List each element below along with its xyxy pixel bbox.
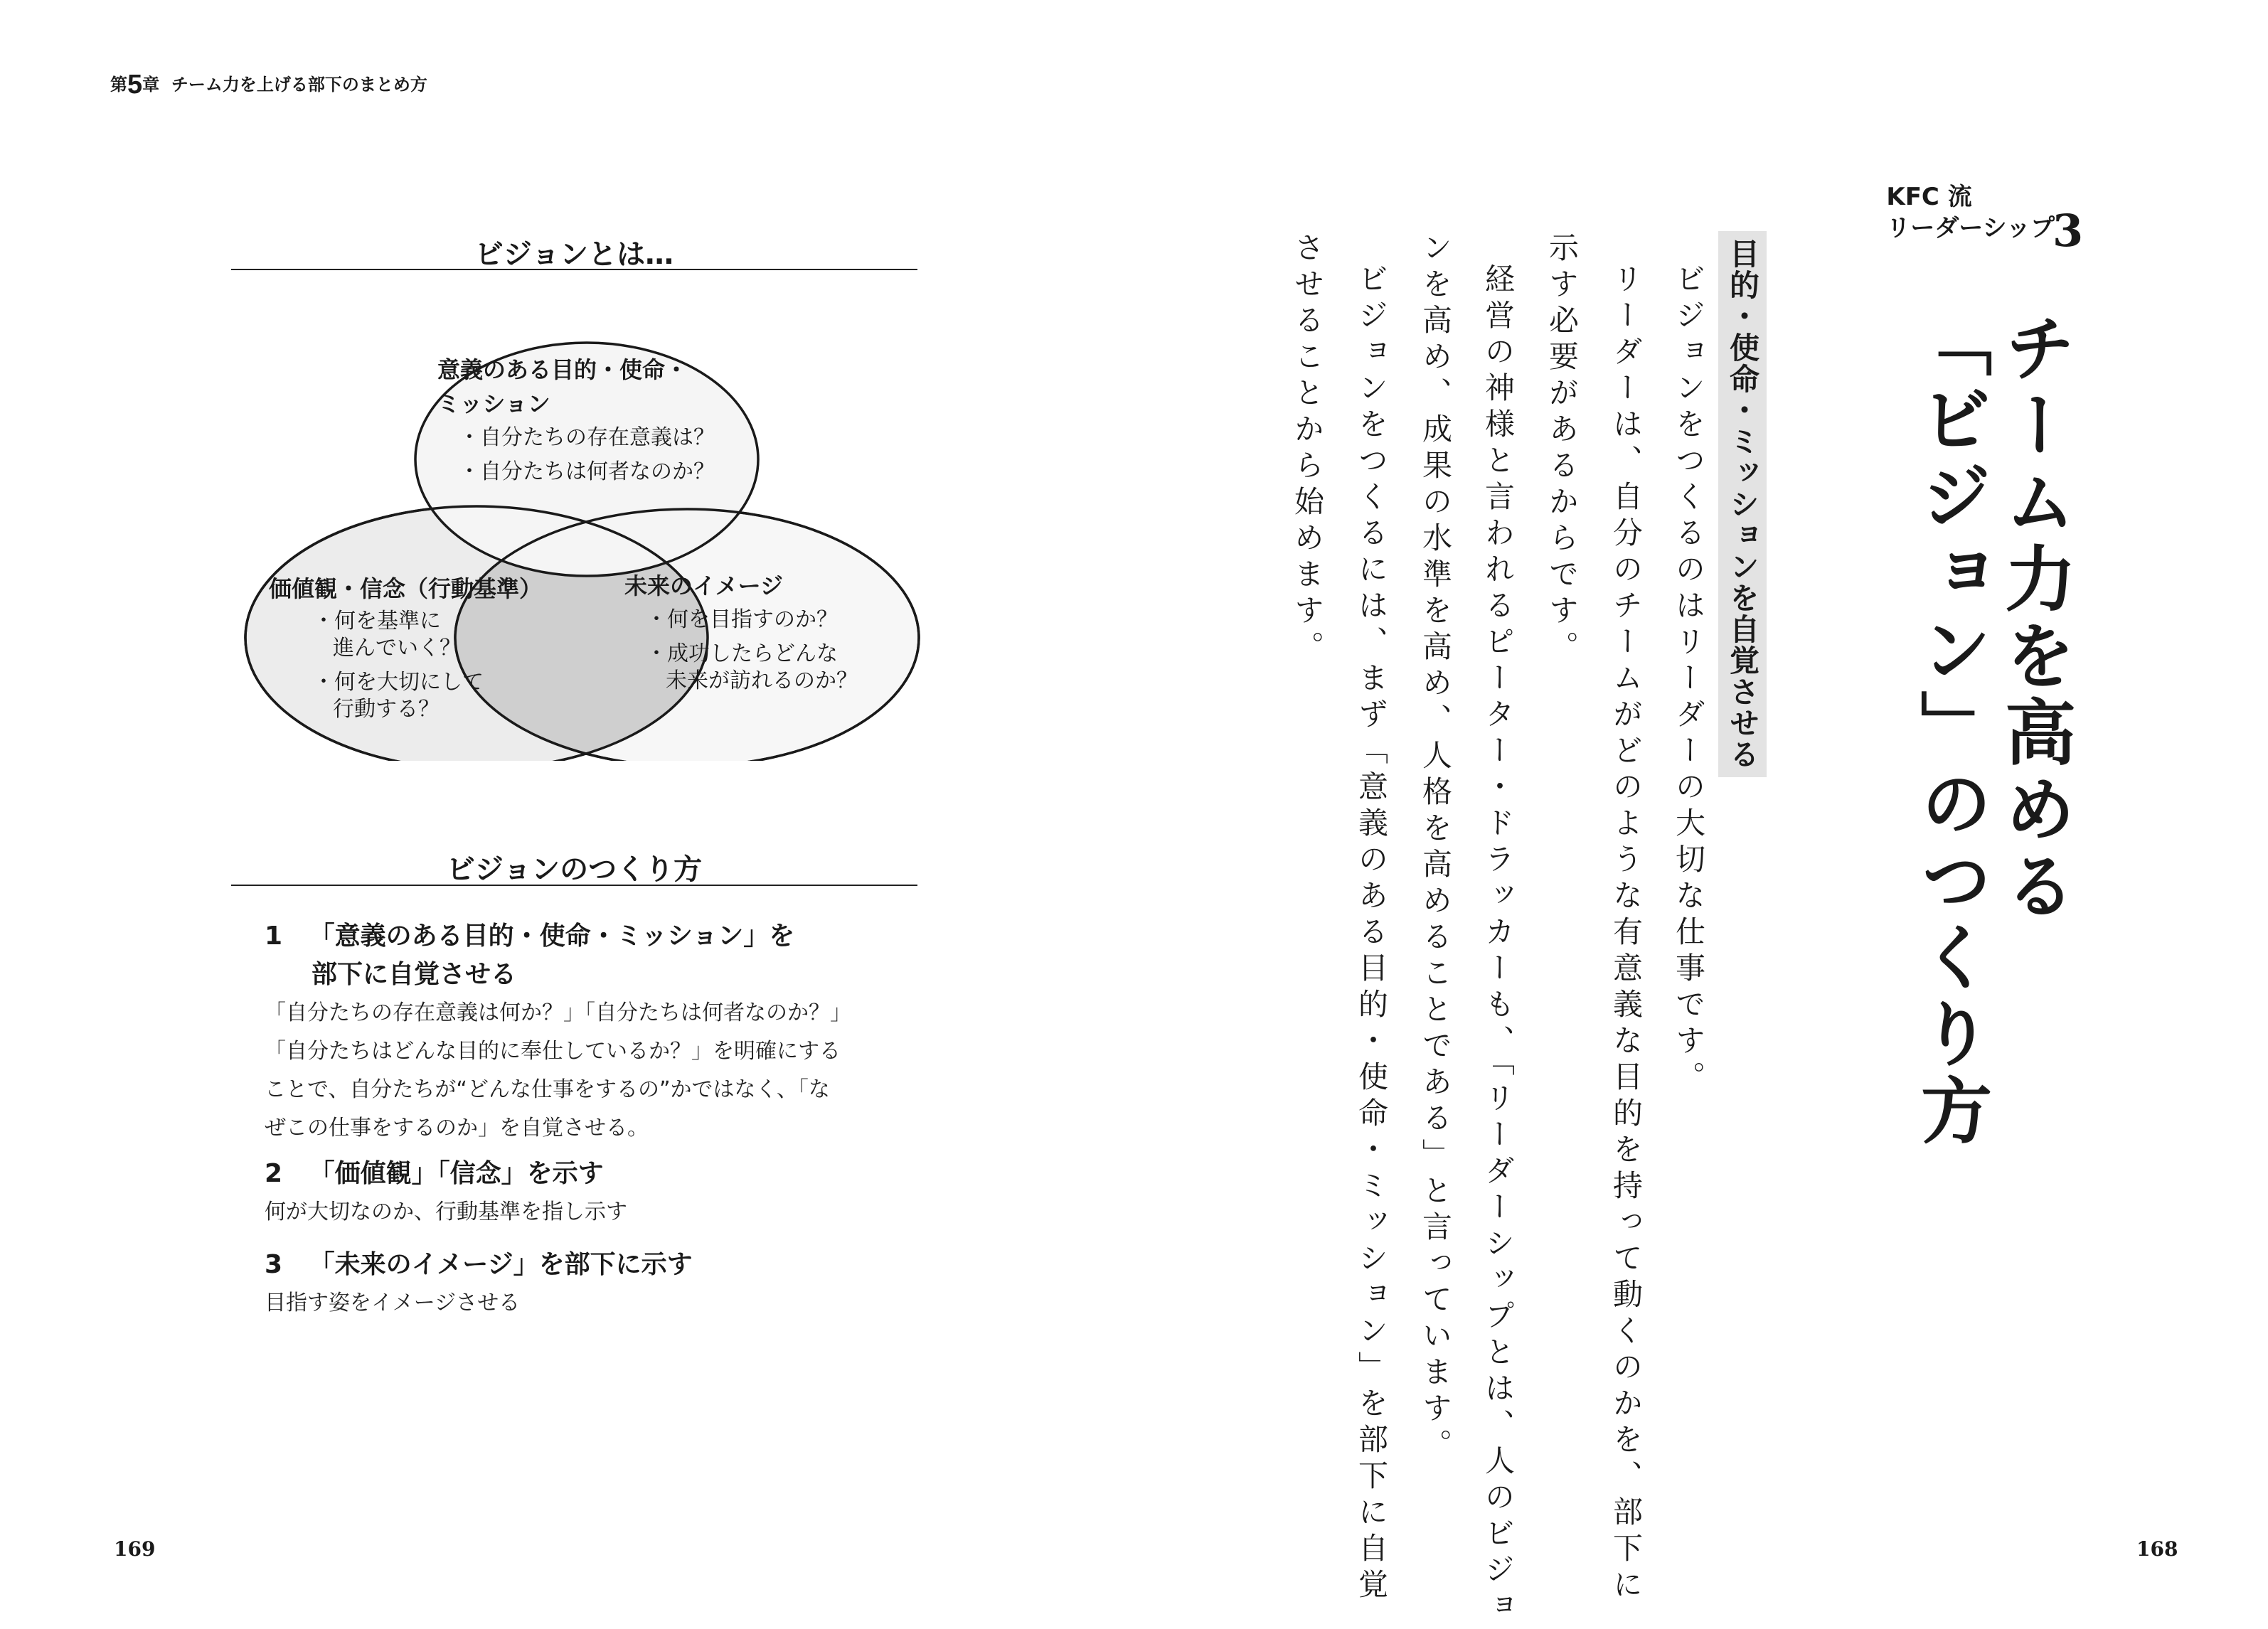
main-title-line1: チーム力を高める — [1993, 311, 2076, 926]
step-1-body-line: 「自分たちの存在意義は何か？」「自分たちは何者なのか？」 — [265, 1000, 851, 1025]
chapter-suffix: 章 — [142, 75, 160, 95]
venn-top-title-2: ミッション — [437, 390, 550, 417]
body-column: ビジョンをつくるには、まず「意義のある目的・使命・ミッション」を部下に自覚 — [1354, 263, 1389, 1605]
venn-right-bullet: ・成功したらどんな — [646, 641, 838, 666]
series-label-line1: KFC 流 — [1886, 183, 1972, 211]
step-1-title-1: 「意義のある目的・使命・ミッション」を — [309, 922, 795, 951]
body-column: ビジョンをつくるのはリーダーの大切な仕事です。 — [1671, 263, 1706, 1097]
series-label — [1886, 181, 2055, 244]
venn-left-bullet-cont: 進んでいく？ — [333, 636, 461, 661]
step-3 — [265, 1246, 693, 1323]
step-3-body-line: 目指す姿をイメージさせる — [265, 1291, 521, 1315]
section-subheading: 目的・使命・ミッションを自覚させる — [1718, 231, 1767, 777]
running-header — [110, 70, 427, 100]
step-2-number: 2 — [265, 1159, 283, 1188]
vision-heading: ビジョンとは… — [474, 238, 674, 271]
venn-left-bullet: ・何を基準に — [313, 609, 441, 634]
venn-top-bullet: ・自分たちの存在意義は？ — [459, 425, 715, 450]
body-column: ンを高め、成果の水準を高め、人格を高めることである」と言っています。 — [1418, 232, 1453, 1465]
venn-right-bullet-cont: 未来が訪れるのか？ — [666, 668, 858, 693]
body-column: 示す必要があるからです。 — [1545, 232, 1580, 667]
venn-right-title: 未来のイメージ — [624, 572, 784, 599]
venn-top-title-1: 意義のある目的・使命・ — [437, 356, 688, 383]
venn-left-bullet: ・何を大切にして — [313, 670, 484, 695]
series-number: 3 — [2053, 205, 2084, 257]
venn-right-text — [624, 569, 858, 698]
venn-top-text — [437, 353, 715, 489]
step-2-title: 「価値観」「信念」を示す — [309, 1159, 604, 1188]
right-page-number: 168 — [2136, 1537, 2178, 1561]
chapter-prefix: 第 — [110, 75, 127, 95]
left-page-number: 169 — [114, 1537, 156, 1561]
vision-heading-rule — [231, 269, 917, 270]
series-label-line2: リーダーシップ — [1886, 214, 2055, 242]
venn-top-bullet: ・自分たちは何者なのか？ — [459, 459, 715, 484]
venn-right-bullet: ・何を目指すのか？ — [646, 607, 838, 632]
chapter-title: チーム力を上げる部下のまとめ方 — [171, 75, 427, 95]
step-3-title: 「未来のイメージ」を部下に示す — [309, 1250, 693, 1279]
body-column: 経営の神様と言われるピーター・ドラッカーも、「リーダーシップとは、人のビジョ — [1481, 263, 1516, 1626]
step-1-title-2: 部下に自覚させる — [312, 960, 517, 989]
body-column: リーダーは、自分のチームがどのような有意義な目的を持って動くのかを、部下に — [1609, 263, 1644, 1605]
step-1-body-line: ことで、自分たちが“どんな仕事をするの”かではなく、「な — [265, 1077, 830, 1102]
step-2 — [265, 1155, 627, 1232]
step-1-number: 1 — [265, 922, 283, 951]
step-2-body-line: 何が大切なのか、行動基準を指し示す — [265, 1200, 627, 1224]
chapter-number: 5 — [127, 70, 143, 100]
main-title-line2: 「ビジョン」のつくり方 — [1909, 306, 1992, 1150]
step-1-body-line: ぜこの仕事をするのか」を自覚させる。 — [265, 1116, 649, 1141]
venn-left-title: 価値観・信念（行動基準） — [269, 575, 543, 602]
step-1 — [265, 917, 851, 1148]
howto-heading-rule — [231, 885, 917, 886]
body-column: させることから始めます。 — [1290, 232, 1325, 667]
venn-left-text — [269, 572, 542, 727]
howto-heading: ビジョンのつくり方 — [446, 853, 703, 886]
step-1-body-line: 「自分たちはどんな目的に奉仕しているか？」を明確にする — [265, 1039, 841, 1064]
venn-left-bullet-cont: 行動する？ — [333, 697, 440, 722]
step-3-number: 3 — [265, 1250, 283, 1279]
